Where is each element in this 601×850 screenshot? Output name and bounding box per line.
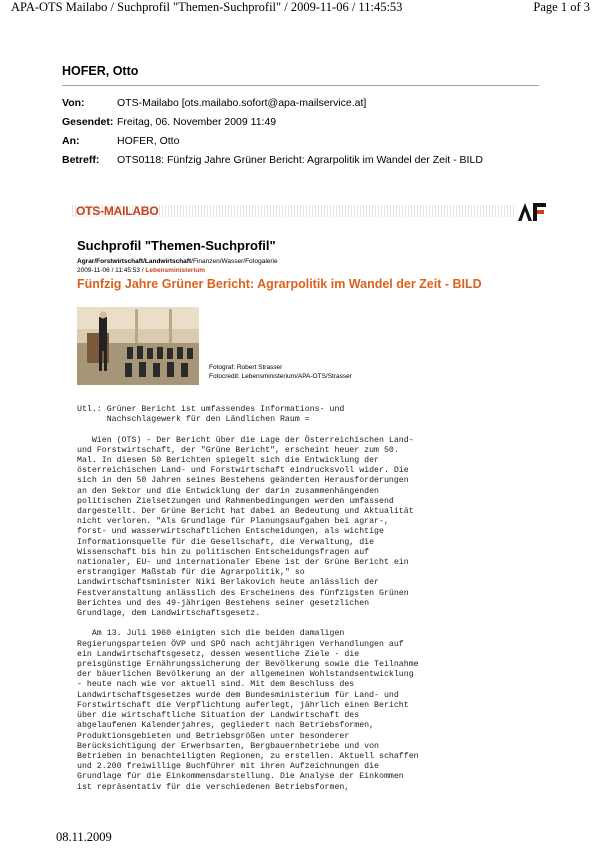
photo-credits	[209, 364, 352, 381]
ots-banner	[72, 201, 547, 221]
page-number: Page 1 of 3	[533, 0, 590, 14]
meta-row-sent	[62, 113, 542, 132]
meta-value: OTS0118: Fünfzig Jahre Grüner Bericht: Agrarpolitik im Wandel der Zeit - BILD	[117, 154, 483, 166]
profile-title: Suchprofil "Themen-Suchprofil"	[77, 238, 276, 253]
meta-value: Freitag, 06. November 2009 11:49	[117, 116, 277, 128]
ceremony-photo-image	[77, 307, 199, 385]
meta-label: Betreff:	[62, 154, 100, 166]
apa-logo-icon	[518, 201, 546, 221]
meta-label: Gesendet:	[62, 116, 114, 128]
banner-label: OTS-MAILABO	[76, 204, 159, 218]
source-link[interactable]: Lebensministerium	[145, 267, 206, 274]
meta-row-to	[62, 132, 542, 151]
meta-label: An:	[62, 135, 80, 147]
article-body: Utl.: Grüner Bericht ist umfassendes Informations- und Nachschlagewerk für den Ländlichen Raum = Wien (OTS) - Der Bericht über die Lage der Österreichischen Land- und Forstwirtschaft, der "Grüne Bericht", erscheint heuer zum 50. Mal. In diesen 50 Berichten spiegelt sich die Entwicklung der österreichischen Land- und Forstwirtschaft eindrucksvoll wider. Die sich in den 50 Jahren seines Bestehens geänderten Herausforderungen an den Sektor und die Entwicklung der darin zusammenhängenden politischen Zielsetzungen und Rahmenbedingungen werden umfassend dargestellt. Der Grüne Bericht hat dabei an Bedeutung und Aktualität nicht verloren. "Als Grundlage für Planungsaufgaben bei agrar-, forst- und wasserwirtschaftlichen Entscheidungen, als wichtige Informationsquelle für die Gesellschaft, die Verwaltung, die Wissenschaft bis hin zu politischen Entscheidungsfragen auf nationaler, EU- und internationaler Ebene ist der Grüne Bericht ein erstrangiger Maßstab für die Agrarpolitik," so Landwirtschaftsminister Niki Berlakovich heute anlässlich der Festveranstaltung anlässlich des Erscheinens des fünfzigsten Grünen Berichtes und des 49-jährigen Bestehens seiner gesetzlichen Grundlage, dem Landwirtschaftsgesetz. Am 13. Juli 1960 einigten sich die beiden damaligen Regierungsparteien ÖVP und SPÖ nach achtjährigen Verhandlungen auf ein Landwirtschaftsgesetz, dessen wesentliche Ziele - die preisgünstige Ernährungssicherung der Bevölkerung sowie die Teilnahme der bäuerlichen Bevölkerung an der allgemeinen Wohlstandsentwicklung - heute nach wie vor aktuell sind. Mit dem Beschluss des Landwirtschaftsgesetzes wurde dem Bundesministerium für Land- und Forstwirtschaft die Verpflichtung auferlegt, jährlich einen Bericht über die wirtschaftliche Situation der Landwirtschaft des abgelaufenen Kalenderjahres, gegliedert nach Betriebsformen, Produktionsgebieten und Betriebsgrößen unter besonderer Berücksichtigung der Erwerbsarten, Bergbauernbetriebe und von Betrieben in benachteiligten Regionen, zu erstellen. Aktuell schaffen und 2.200 freiwillige Buchführer mit ihren Aufzeichnungen die Grundlage für die Einkommensdarstellung. Die Analyse der Einkommen ist repräsentativ für die verschiedenen Betriebsformen,	[77, 405, 419, 792]
dateline	[77, 266, 547, 275]
category-list	[77, 257, 547, 266]
category-primary: Agrar/Forstwirtschaft/Landwirtschaft	[77, 258, 192, 265]
photo-credit: Fotocredit: Lebensministerium/APA-OTS/Strasser	[209, 372, 352, 380]
meta-row-from	[62, 94, 542, 113]
divider	[62, 85, 539, 86]
meta-value: HOFER, Otto	[117, 135, 180, 147]
sender-name: HOFER, Otto	[62, 64, 139, 78]
meta-value: OTS-Mailabo [ots.mailabo.sofort@apa-mailservice.at]	[117, 97, 367, 109]
email-header	[62, 64, 542, 170]
meta-row-subject	[62, 151, 542, 170]
print-header	[0, 0, 601, 18]
meta-label: Von:	[62, 97, 85, 109]
article-header	[77, 238, 547, 291]
print-footer-date: 08.11.2009	[56, 830, 112, 844]
category-secondary: /Finanzen/Wasser/Fotogalerie	[191, 258, 278, 265]
print-header-title: APA-OTS Mailabo / Suchprofil "Themen-Suchprofil" / 2009-11-06 / 11:45:53	[11, 0, 403, 14]
timestamp: 2009-11-06 / 11:45:53 /	[77, 267, 146, 274]
article-photo	[77, 307, 199, 385]
article-headline: Fünfzig Jahre Grüner Bericht: Agrarpolitik im Wandel der Zeit - BILD	[77, 277, 482, 291]
photographer: Fotograf: Robert Strasser	[209, 364, 283, 371]
